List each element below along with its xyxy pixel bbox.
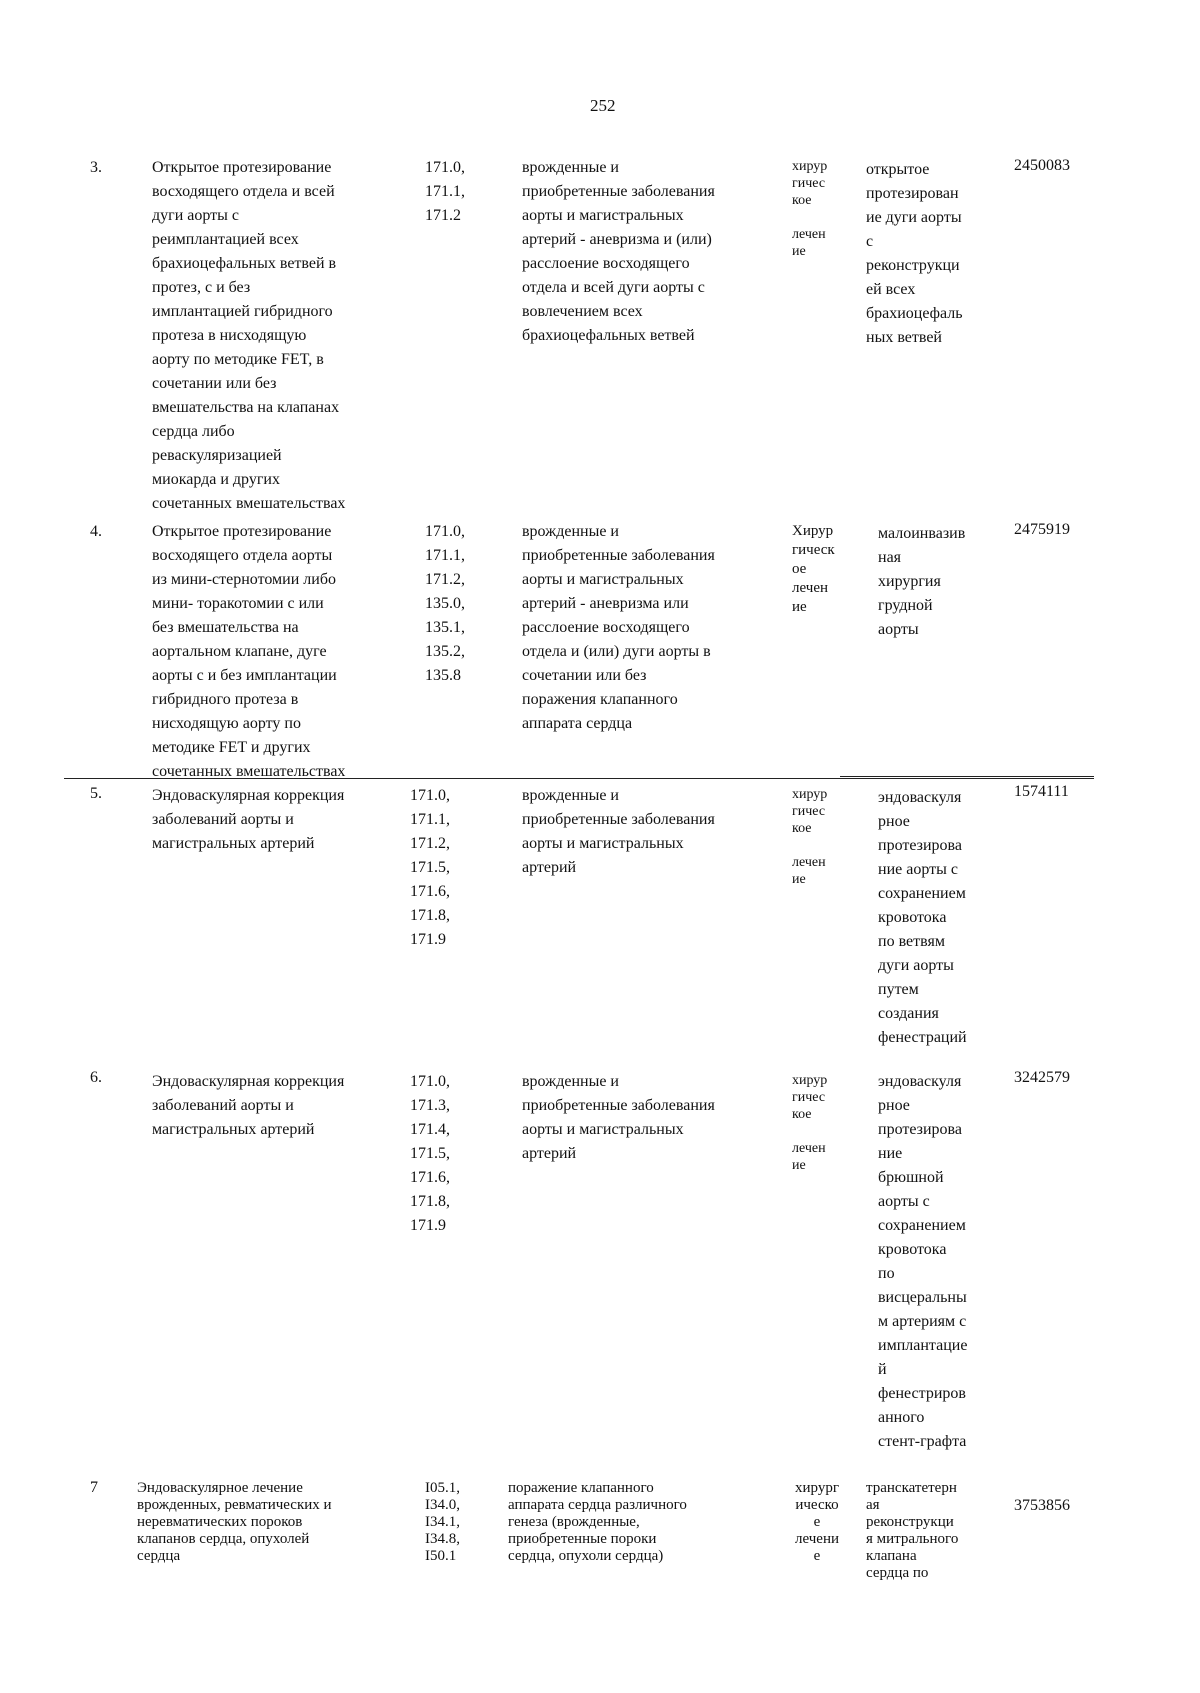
- row-number: 7: [90, 1479, 98, 1496]
- treatment-type: хирур гичес кое лечен ие: [792, 159, 828, 259]
- diagnosis-codes: 171.0, 171.3, 171.4, 171.5, 171.6, 171.8, 171.9: [410, 1073, 450, 1234]
- intervention-name: Открытое протезирование восходящего отдела и всей дуги аорты с реимплантацией всех брахиоцефальных ветвей в протез, с и без имплантацией гибридного протеза в нисходящую аорту по методике FET, в сочетании или без вмешательства на клапанах сердца либо реваскуляризацией миокарда и других сочетанных вмешательствах: [152, 159, 346, 512]
- treatment-method: малоинвазив ная хирургия грудной аорты: [878, 525, 966, 638]
- treatment-type: Хирур гическ ое лечен ие: [792, 523, 835, 615]
- row-number: 3.: [90, 159, 102, 176]
- diagnosis-codes: 171.0, 171.1, 171.2, 135.0, 135.1, 135.2, 135.8: [425, 523, 465, 684]
- intervention-name: Эндоваскулярное лечение врожденных, ревматических и неревматических пороков клапанов сердца, опухолей сердца: [137, 1480, 332, 1564]
- treatment-type: хирург ическо е лечени е: [794, 1480, 840, 1564]
- diagnosis-description: врожденные и приобретенные заболевания аорты и магистральных артерий - аневризма и (или) расслоение восходящего отдела и всей дуги аорты с вовлечением всех брахиоцефальных ветвей: [522, 159, 715, 344]
- treatment-method: эндоваскуля рное протезирова ние брюшной аорты с сохранением кровотока по висцеральны м артериям с имплантацие й фенестриров анного стент-графта: [878, 1073, 968, 1450]
- table-divider: [64, 778, 1094, 779]
- diagnosis-codes: 171.0, 171.1, 171.2, 171.5, 171.6, 171.8, 171.9: [410, 787, 450, 948]
- treatment-method: эндоваскуля рное протезирова ние аорты с сохранением кровотока по ветвям дуги аорты путем создания фенестраций: [878, 789, 967, 1046]
- diagnosis-description: врожденные и приобретенные заболевания аорты и магистральных артерий - аневризма или расслоение восходящего отдела и (или) дуги аорты в сочетании или без поражения клапанного аппарата сердца: [522, 523, 715, 732]
- cost-value: 3753856: [1014, 1497, 1070, 1514]
- row-number: 6.: [90, 1069, 102, 1086]
- cost-value: 1574111: [1014, 783, 1069, 800]
- intervention-name: Эндоваскулярная коррекция заболеваний аорты и магистральных артерий: [152, 787, 345, 852]
- diagnosis-description: поражение клапанного аппарата сердца различного генеза (врожденные, приобретенные пороки сердца, опухоли сердца): [508, 1480, 687, 1564]
- intervention-name: Эндоваскулярная коррекция заболеваний аорты и магистральных артерий: [152, 1073, 345, 1138]
- intervention-name: Открытое протезирование восходящего отдела аорты из мини-стернотомии либо мини- торакотомии с или без вмешательства на аортальном клапане, дуге аорты с и без имплантации гибридного протеза в нисходящую аорту по методике FET и других сочетанных вмешательствах: [152, 523, 346, 780]
- row-number: 4.: [90, 523, 102, 540]
- cost-value: 2450083: [1014, 157, 1070, 174]
- table-divider: [840, 776, 1094, 777]
- treatment-method: транскатетерн ая реконструкци я митрального клапана сердца по: [866, 1480, 959, 1581]
- diagnosis-codes: 171.0, 171.1, 171.2: [425, 159, 465, 224]
- treatment-type: хирур гичес кое лечен ие: [792, 787, 828, 887]
- treatment-method: открытое протезирован ие дуги аорты с реконструкци ей всех брахиоцефаль ных ветвей: [866, 161, 963, 346]
- cost-value: 3242579: [1014, 1069, 1070, 1086]
- diagnosis-description: врожденные и приобретенные заболевания аорты и магистральных артерий: [522, 787, 715, 876]
- cost-value: 2475919: [1014, 521, 1070, 538]
- diagnosis-codes: I05.1, I34.0, I34.1, I34.8, I50.1: [425, 1480, 460, 1564]
- treatment-type: хирур гичес кое лечен ие: [792, 1073, 828, 1173]
- page-number: 252: [590, 96, 616, 115]
- diagnosis-description: врожденные и приобретенные заболевания аорты и магистральных артерий: [522, 1073, 715, 1162]
- row-number: 5.: [90, 785, 102, 802]
